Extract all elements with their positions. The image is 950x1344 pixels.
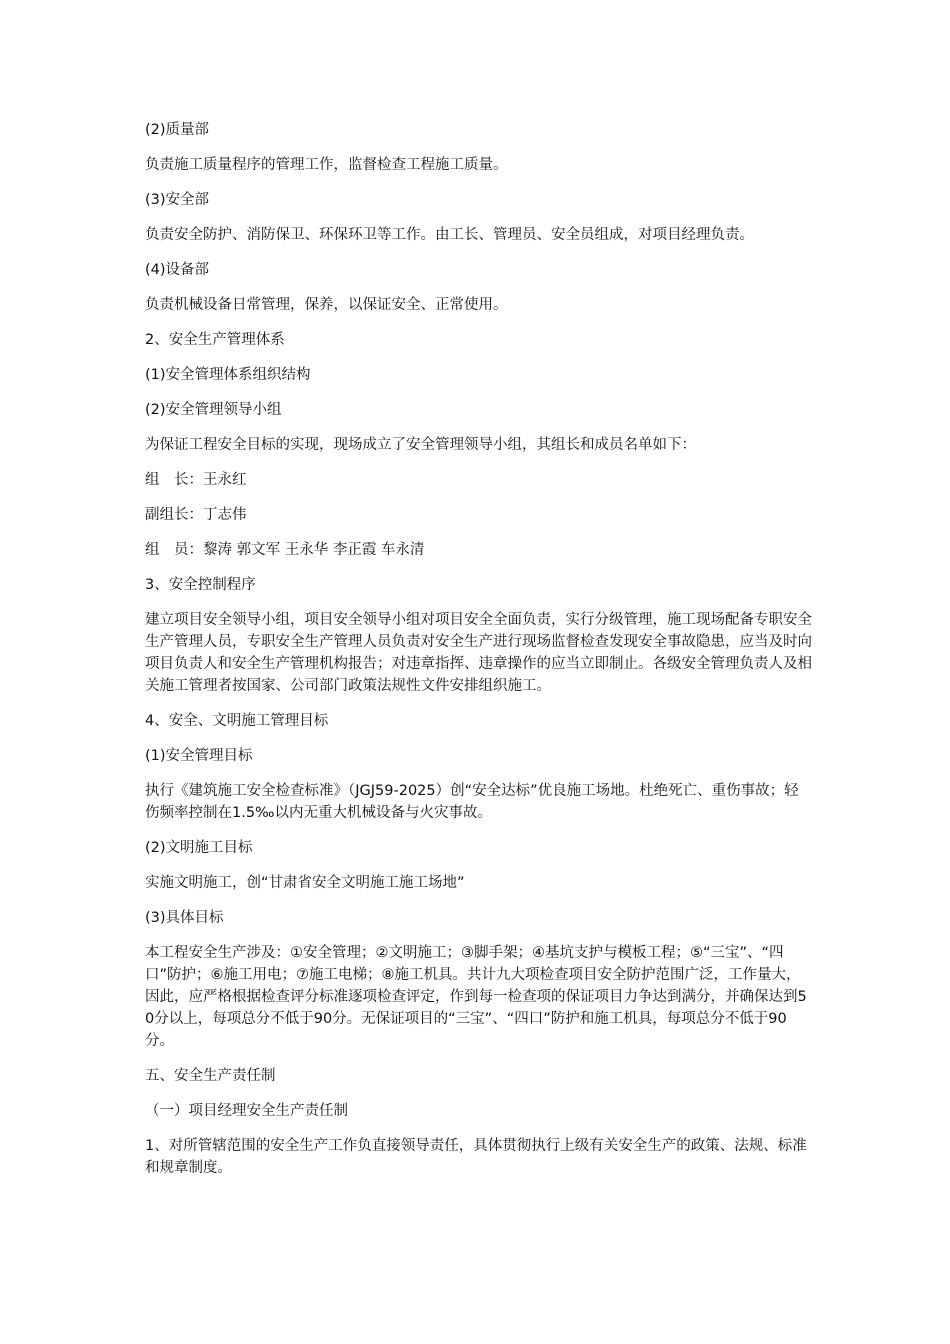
- heading-control-procedure: 3、安全控制程序: [145, 577, 256, 593]
- paragraph-control-procedure: 建立项目安全领导小组，项目安全领导小组对项目安全全面负责，实行分级管理，施工现场配备专职安全生产管理人员，专职安全生产管理人员负责对安全生产进行现场监督检查发现安全事故隐患，应当及时向项目负责人和安全生产管理机构报告；对违章指挥、违章操作的应当立即制止。各级安全管理负责人及相关施工管理者按国家、公司部门政策法规性文件安排组织施工。: [145, 612, 812, 694]
- heading-safety-dept: (3)安全部: [145, 192, 210, 208]
- heading-org-structure: (1)安全管理体系组织结构: [145, 367, 311, 383]
- paragraph-specific-goals: 本工程安全生产涉及：①安全管理；②文明施工；③脚手架；④基坑支护与模板工程；⑤“三宝”、“四口”防护；⑥施工用电；⑦施工电梯；⑧施工机具。共计九大项检查项目安全防护范围广泛，工作量大，因此，应严格根据检查评分标准逐项检查评定，作到每一检查项的保证项目力争达到满分，并确保达到50分以上，每项总分不低于90分。无保证项目的“三宝”、“四口”防护和施工机具，每项总分不低于90分。: [145, 945, 807, 1049]
- heading-pm-responsibility: （一）项目经理安全生产责任制: [145, 1103, 348, 1119]
- paragraph-safety-goal: 执行《建筑施工安全检查标准》（JGJ59-2025）创“安全达标”优良施工场地。杜绝死亡、重伤事故；轻伤频率控制在1.5‰以内无重大机械设备与火灾事故。: [145, 783, 799, 821]
- deputy-leader-line: 副组长：丁志伟: [145, 507, 247, 523]
- paragraph-safety-dept: 负责安全防护、消防保卫、环保环卫等工作。由工长、管理员、安全员组成，对项目经理负责。: [145, 227, 754, 243]
- heading-responsibility-system: 五、安全生产责任制: [145, 1068, 276, 1084]
- paragraph-leadership-intro: 为保证工程安全目标的实现，现场成立了安全管理领导小组，其组长和成员名单如下：: [145, 437, 696, 453]
- paragraph-civilized-goal: 实施文明施工，创“甘肃省安全文明施工施工场地”: [145, 875, 465, 891]
- paragraph-equipment-dept: 负责机械设备日常管理，保养，以保证安全、正常使用。: [145, 297, 508, 313]
- members-line: 组 员：黎涛 郭文军 王永华 李正霞 车永清: [145, 542, 425, 558]
- heading-equipment-dept: (4)设备部: [145, 262, 210, 278]
- paragraph-pm-responsibility-1: 1、对所管辖范围的安全生产工作负直接领导责任，具体贯彻执行上级有关安全生产的政策、法规、标准和规章制度。: [145, 1138, 807, 1176]
- heading-civilized-goal: (2)文明施工目标: [145, 840, 253, 856]
- heading-specific-goals: (3)具体目标: [145, 910, 224, 926]
- paragraph-quality-dept: 负责施工质量程序的管理工作，监督检查工程施工质量。: [145, 157, 508, 173]
- leader-line: 组 长：王永红: [145, 472, 247, 488]
- heading-safety-goal: (1)安全管理目标: [145, 748, 253, 764]
- heading-safety-system: 2、安全生产管理体系: [145, 332, 285, 348]
- heading-leadership-group: (2)安全管理领导小组: [145, 402, 282, 418]
- heading-quality-dept: (2)质量部: [145, 122, 210, 138]
- document-body: [145, 119, 812, 1179]
- heading-management-goals: 4、安全、文明施工管理目标: [145, 713, 329, 729]
